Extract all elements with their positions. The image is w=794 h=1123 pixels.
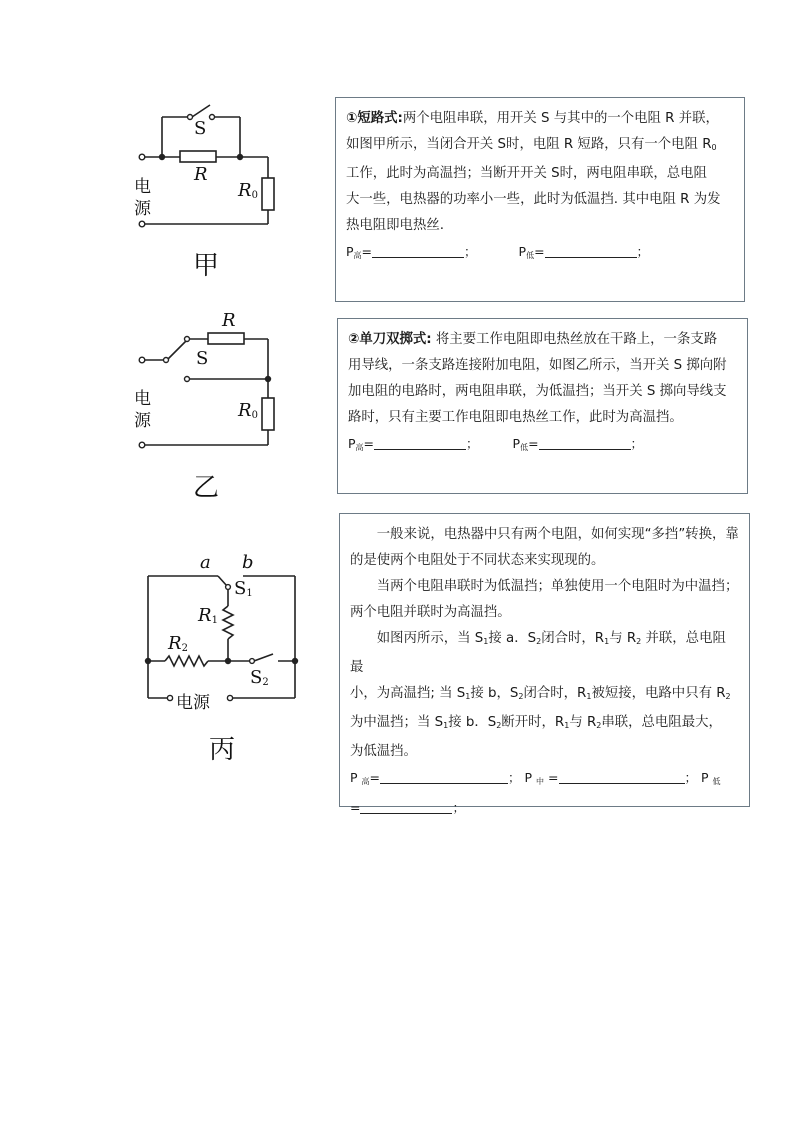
answer-blank-high[interactable] xyxy=(380,768,508,784)
circuit-bing-diagram xyxy=(140,553,305,703)
answer-blank-low[interactable] xyxy=(545,242,637,258)
resistor-r0-label: $R_0$ xyxy=(238,400,258,421)
resistor-r0-label: $R_0$ xyxy=(238,180,258,201)
source-label-2: 源 xyxy=(134,199,151,219)
s1-label: $S_1$ xyxy=(234,578,253,599)
box3-line: 两个电阻并联时为高温挡。 xyxy=(350,605,511,620)
text-box-multi-gear xyxy=(339,513,750,815)
box1-line: 如图甲所示，当闭合开关 S时，电阻 R 短路，只有一个电阻 R xyxy=(346,137,712,152)
circuit-jia-diagram xyxy=(130,100,290,235)
box1-formula-line: $P_高=$ ； $P_低=$ ； xyxy=(346,244,650,260)
source-label-1: 电 xyxy=(134,389,151,409)
switch-label: S xyxy=(196,348,209,369)
text-box-spdt xyxy=(337,318,748,494)
box3-line: 为中温挡；当 $S_1$接 b．$S_2$断开时，$R_1$与 $R_2$串联，总电阻最大， xyxy=(350,715,722,730)
answer-blank-high[interactable] xyxy=(374,434,466,450)
answer-blank-high[interactable] xyxy=(372,242,464,258)
source-label-2: 源 xyxy=(134,411,151,431)
box3-line: 为低温挡。 xyxy=(350,744,417,759)
box2-line: 加电阻的电路时，两电阻串联，为低温挡；当开关 S 掷向导线支 xyxy=(348,384,727,399)
resistor-r-label: R xyxy=(222,310,236,331)
resistor-r-label: R xyxy=(194,164,208,185)
box3-line: 的是使两个电阻处于不同状态来实现现的。 xyxy=(350,553,605,568)
box3-line: 当两个电阻串联时为低温挡；单独使用一个电阻时为中温挡； xyxy=(376,579,739,594)
circuit-yi xyxy=(130,312,290,452)
label-a: a xyxy=(200,552,211,573)
box3-line: 一般来说，电热器中只有两个电阻，如何实现“多挡”转换，靠 xyxy=(376,527,739,542)
circuit-bing xyxy=(140,552,305,713)
r2-label: $R_2$ xyxy=(168,633,188,654)
box1-title: ①短路式: xyxy=(346,111,403,126)
text-box-short-circuit xyxy=(335,97,745,302)
box1-line: 工作，此时为高温挡；当断开开关 S时，两电阻串联，总电阻 xyxy=(346,166,707,181)
r1-label: $R_1$ xyxy=(198,605,218,626)
box2-line: 将主要工作电阻即电热丝放在干路上，一条支路 xyxy=(431,332,718,347)
caption-jia: 甲 xyxy=(193,251,220,281)
answer-blank-low[interactable] xyxy=(539,434,631,450)
caption-bing: 丙 xyxy=(209,735,236,765)
box3-line: 小，为高温挡; 当 $S_1$接 b，$S_2$闭合时，$R_1$被短接，电路中只有 $R_2$ xyxy=(350,686,731,701)
box2-title: ②单刀双掷式: xyxy=(348,332,432,347)
answer-blank-mid[interactable] xyxy=(559,768,685,784)
box2-line: 路时，只有主要工作电阻即电热丝工作，此时为高温挡。 xyxy=(348,410,683,425)
box3-formula-line-2: = ； xyxy=(350,800,465,815)
circuit-jia xyxy=(130,100,290,235)
s2-label: $S_2$ xyxy=(250,667,269,688)
box2-line: 用导线，一条支路连接附加电阻，如图乙所示，当开关 S 掷向附 xyxy=(348,358,727,373)
circuit-yi-diagram xyxy=(130,312,290,452)
box2-formula-line: $P_高=$ ； $P_低=$ ； xyxy=(348,436,644,452)
source-label-1: 电 xyxy=(134,177,151,197)
box1-line: 两个电阻串联，用开关 S 与其中的一个电阻 R 并联， xyxy=(402,111,719,126)
box1-line: 热电阻即电热丝. xyxy=(346,218,444,233)
box1-line: 大一些，电热器的功率小一些，此时为低温挡. 其中电阻 R 为发 xyxy=(346,192,721,207)
switch-label: S xyxy=(194,118,207,139)
label-b: b xyxy=(242,552,254,573)
box1-sub: 0 xyxy=(711,143,717,152)
source-label: 电源 xyxy=(176,693,210,713)
box3-formula-line: P $_高$= ； P $_中$ = ； P $_低$ xyxy=(350,770,721,786)
caption-yi: 乙 xyxy=(193,473,220,503)
box3-line: 如图丙所示，当 $S_1$接 a．$S_2$闭合时，$R_1$与 $R_2$ 并联，总电阻最 xyxy=(350,631,726,675)
answer-blank-low[interactable] xyxy=(360,798,452,814)
